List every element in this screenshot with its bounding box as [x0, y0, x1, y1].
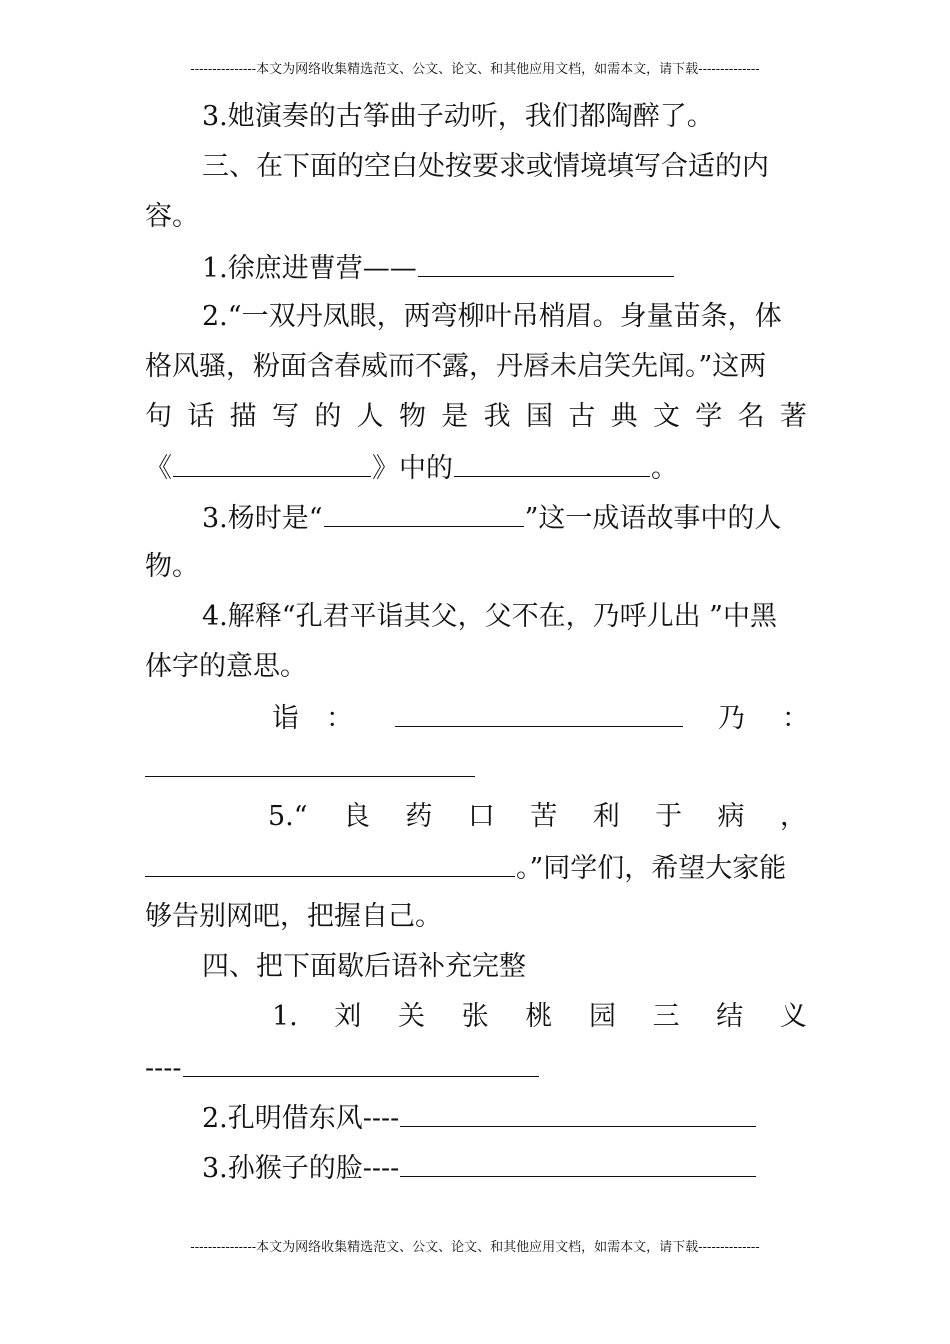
char: 1.: [272, 1001, 298, 1032]
answer-blank-yi[interactable]: [395, 726, 683, 727]
char: 是: [441, 401, 469, 432]
question-5-line-3: 够告别网吧，把握自己。: [145, 901, 442, 932]
question-3-line-2: 物。: [145, 551, 199, 582]
page-footer: ---------------本文为网络收集精选范文、公文、论文、和其他应用文档，如需本文，请下载--------------: [190, 1240, 760, 1255]
question-4-line-1: 4.解释“孔君平诣其父，父不在，乃呼儿出 ”中黑: [202, 601, 777, 632]
char: 病: [717, 801, 745, 832]
answer-blank-proverb[interactable]: [145, 850, 515, 877]
char: 关: [398, 1001, 426, 1032]
char: 名: [737, 401, 765, 432]
question-2-line-1: 2.“一双丹凤眼，两弯柳叶吊梢眉。身量苗条，体: [202, 301, 782, 332]
xiehouyu-1-line-2: [145, 1050, 807, 1086]
char: 桃: [525, 1001, 553, 1032]
char: 三: [652, 1001, 680, 1032]
line-sentence-3: 3.她演奏的古筝曲子动听，我们都陶醉了。: [202, 101, 714, 132]
char: 5.“: [268, 801, 308, 832]
char: 话: [187, 401, 215, 432]
section-four-heading: 四、把下面歇后语补充完整: [202, 951, 526, 982]
char: 典: [610, 401, 638, 432]
label-nai: 乃: [718, 703, 745, 734]
answer-blank-nai[interactable]: [145, 776, 475, 777]
char: 药: [405, 801, 433, 832]
char: 口: [467, 801, 495, 832]
answer-blank-character[interactable]: [454, 450, 650, 477]
char: 写: [271, 401, 299, 432]
answer-blank-xhy-2[interactable]: [400, 1100, 756, 1127]
answer-blank-xhy-3[interactable]: [400, 1150, 756, 1177]
char: 古: [568, 401, 596, 432]
char: 张: [461, 1001, 489, 1032]
char: 句: [145, 401, 172, 432]
xiehouyu-3: [202, 1150, 807, 1186]
answer-blank-idiom[interactable]: [324, 500, 524, 527]
question-2-mid-text: 》中的: [372, 453, 453, 484]
char: 人: [356, 401, 384, 432]
char: 于: [655, 801, 683, 832]
char: 良: [343, 801, 370, 832]
xiehouyu-3-text: 3.孙猴子的脸----: [202, 1153, 400, 1184]
char: 结: [716, 1001, 744, 1032]
char: 物: [398, 401, 426, 432]
char: 我: [483, 401, 511, 432]
page-header: ---------------本文为网络收集精选范文、公文、论文、和其他应用文档，如需本文，请下载--------------: [190, 62, 760, 77]
char: 园: [588, 1001, 616, 1032]
char: 义: [779, 1001, 807, 1032]
question-4-line-2: 体字的意思。: [145, 651, 307, 682]
char: 学: [695, 401, 723, 432]
answer-blank-xhy-1[interactable]: [183, 1050, 539, 1077]
question-3-line-1: [202, 500, 807, 536]
char: ，: [779, 801, 807, 832]
char: 文: [652, 401, 680, 432]
period: 。: [651, 453, 678, 484]
section-three-heading: 三、在下面的空白处按要求或情境填写合适的内: [202, 151, 769, 182]
question-2-line-3: [145, 400, 807, 434]
answer-blank-1[interactable]: [418, 250, 674, 277]
char: 利: [592, 801, 620, 832]
question-2-line-4: [145, 450, 807, 486]
char: 著: [779, 401, 807, 432]
section-three-heading-cont: 容。: [145, 201, 199, 232]
question-1: [202, 250, 807, 286]
xiehouyu-2-text: 2.孔明借东风----: [202, 1103, 400, 1134]
question-1-text: 1.徐庶进曹营——: [202, 253, 417, 284]
question-2-line-2: 格风骚，粉面含春威而不露，丹唇未启笑先闻。”这两: [145, 351, 767, 382]
char: 国: [525, 401, 553, 432]
char: 的: [314, 401, 342, 432]
question-5-line-2: [145, 850, 807, 886]
xiehouyu-2: [202, 1100, 807, 1136]
question-5-line-1: [268, 800, 807, 834]
label-yi: 诣: [272, 703, 299, 734]
char: 苦: [530, 801, 558, 832]
colon: ：: [326, 703, 353, 734]
book-bracket-open: 《: [145, 453, 172, 484]
question-3-text-b: ”这一成语故事中的人: [524, 503, 782, 534]
question-3-text-a: 3.杨时是“: [202, 503, 323, 534]
char: 刘: [334, 1001, 362, 1032]
char: 描: [229, 401, 257, 432]
colon: ：: [782, 703, 809, 734]
xiehouyu-1-line-1: [272, 1000, 807, 1034]
dashes: ----: [145, 1053, 182, 1084]
question-5-text: 。”同学们，希望大家能: [516, 853, 787, 884]
answer-blank-book[interactable]: [173, 450, 371, 477]
